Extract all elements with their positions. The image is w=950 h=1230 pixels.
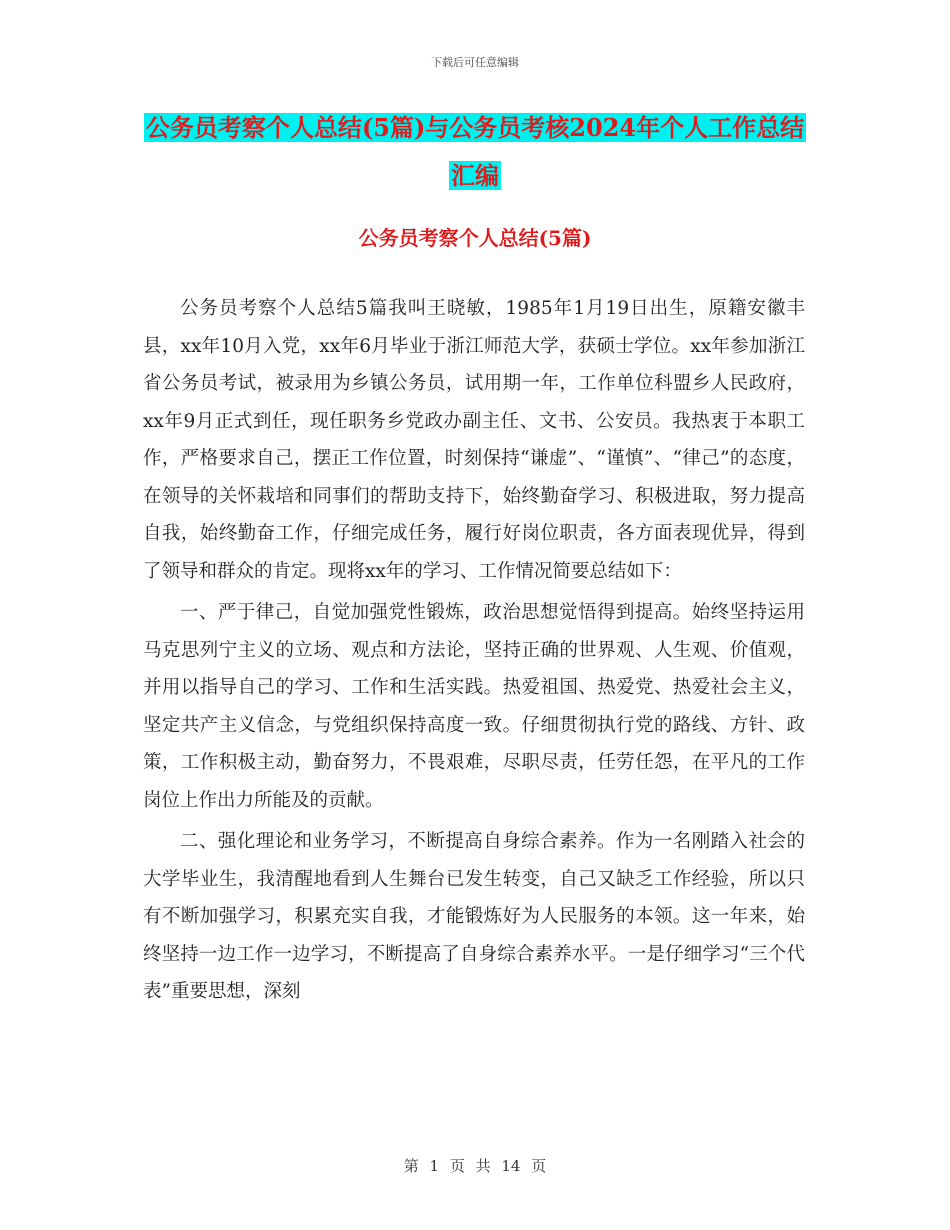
- section-subtitle: 公务员考察个人总结(5篇): [358, 226, 592, 250]
- document-title: [140, 104, 810, 200]
- body-paragraph: 公务员考察个人总结5篇我叫王晓敏，1985年1月19日出生，原籍安徽丰县，xx年10月入党，xx年6月毕业于浙江师范大学，获硕士学位。xx年参加浙江省公务员考试，被录用为乡镇公务员，试用期一年，工作单位科盟乡人民政府，xx年9月正式到任，现任职务乡党政办副主任、文书、公安员。我热衷于本职工作，严格要求自己，摆正工作位置，时刻保持“谦虚”、“谨慎”、“律己”的态度，在领导的关怀栽培和同事们的帮助支持下，始终勤奋学习、积极进取，努力提高自我，始终勤奋工作，仔细完成任务，履行好岗位职责，各方面表现优异，得到了领导和群众的肯定。现将xx年的学习、工作情况简要总结如下：: [143, 298, 805, 582]
- document-title-text: 公务员考察个人总结(5篇)与公务员考核2024年个人工作总结汇编: [145, 113, 805, 190]
- header-note: 下载后可任意编辑: [431, 56, 519, 69]
- body-paragraph: 一、严于律己，自觉加强党性锻炼，政治思想觉悟得到提高。始终坚持运用马克思列宁主义的立场、观点和方法论，坚持正确的世界观、人生观、价值观，并用以指导自己的学习、工作和生活实践。热爱祖国、热爱党、热爱社会主义，坚定共产主义信念，与党组织保持高度一致。仔细贯彻执行党的路线、方针、政策，工作积极主动，勤奋努力，不畏艰难，尽职尽责，任劳任怨，在平凡的工作岗位上作出力所能及的贡献。: [143, 602, 805, 811]
- page-footer: 第 1 页 共 14 页: [403, 1157, 547, 1175]
- document-body: [143, 290, 805, 1011]
- body-paragraph: 二、强化理论和业务学习，不断提高自身综合素养。作为一名刚踏入社会的大学毕业生，我清醒地看到人生舞台已发生转变，自己又缺乏工作经验，所以只有不断加强学习，积累充实自我，才能锻炼好为人民服务的本领。这一年来，始终坚持一边工作一边学习，不断提高了自身综合素养水平。一是仔细学习“三个代表”重要思想，深刻: [143, 831, 805, 1002]
